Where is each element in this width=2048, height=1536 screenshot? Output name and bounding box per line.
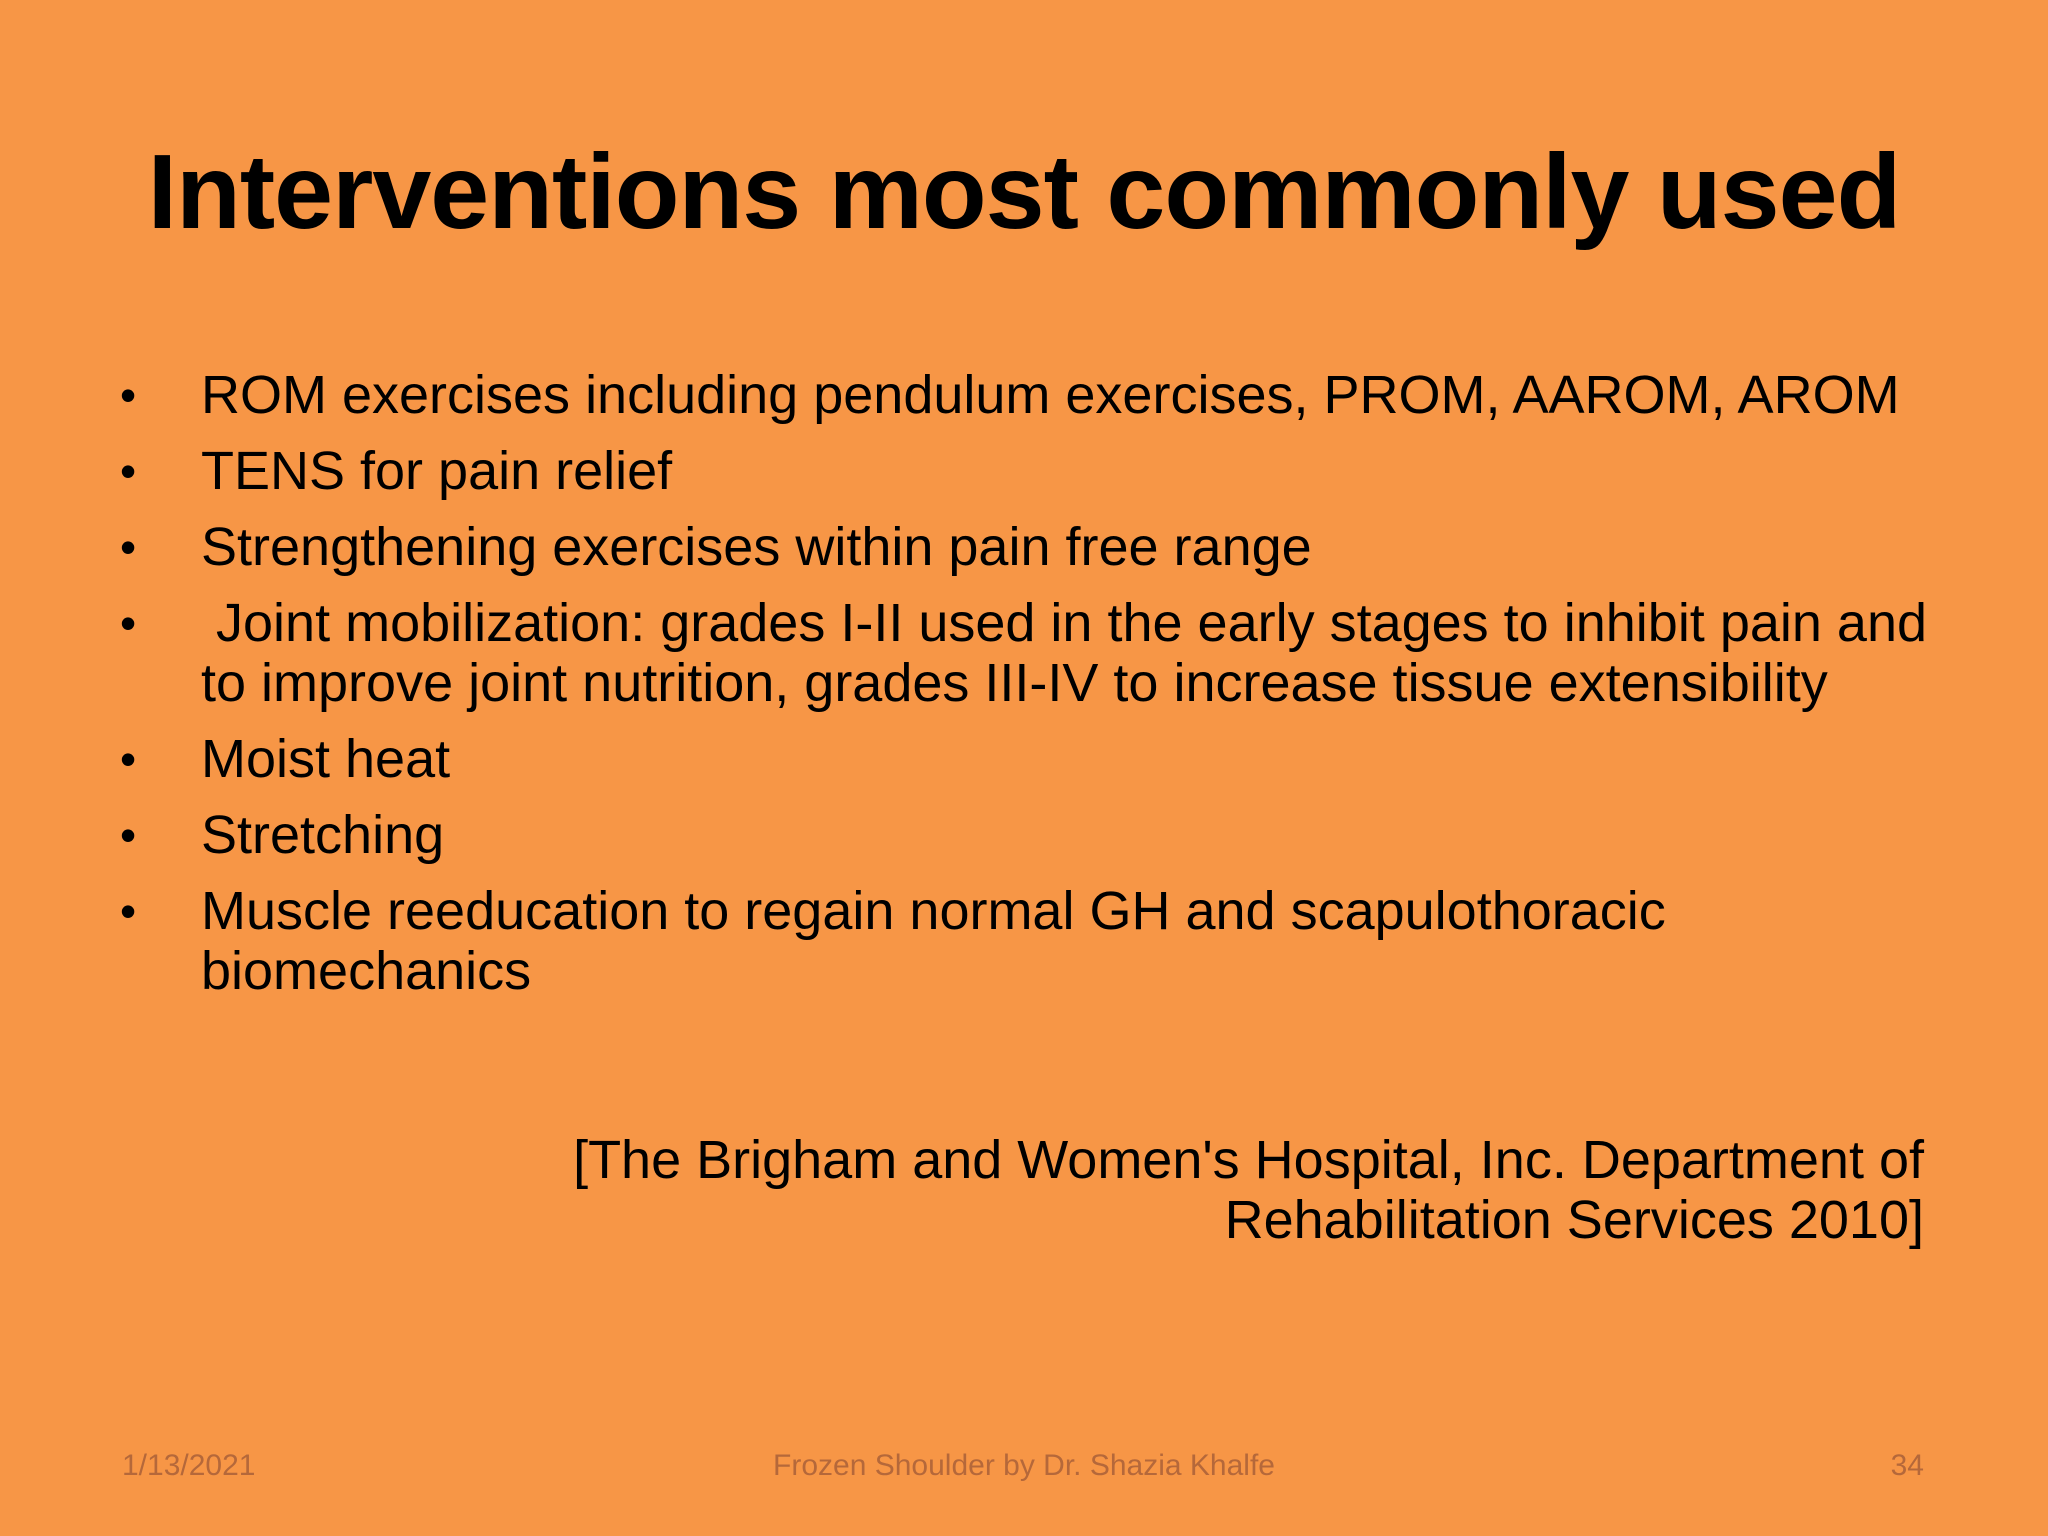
bullet-text: ROM exercises including pendulum exercises, PROM, AAROM, AROM [201,365,1900,425]
bullet-icon: • [120,369,137,421]
list-item [120,365,1940,425]
bullet-text: Moist heat [201,729,451,789]
page-number: 34 [1890,1449,1924,1482]
bullet-text: Joint mobilization: grades I-II used in the early stages to inhibit pain and to improve joint nutrition, grades III-IV to increase tissue extensibility [201,593,1943,713]
bullet-icon: • [120,733,137,785]
bullet-icon: • [120,445,137,497]
slide-title: Interventions most commonly used [147,133,1901,251]
bullet-icon: • [120,597,137,649]
footer-title: Frozen Shoulder by Dr. Shazia Khalfe [773,1449,1275,1482]
bullet-icon: • [120,809,137,861]
list-item [120,593,1943,713]
bullet-text: Stretching [201,805,445,865]
list-item [120,441,1940,501]
citation: [The Brigham and Women's Hospital, Inc. Department of Rehabilitation Services 2010] [573,1130,1924,1250]
bullet-list [120,365,1943,1017]
list-item [120,729,1940,789]
list-item [120,805,1940,865]
list-item [120,517,1940,577]
bullet-icon: • [120,521,137,573]
footer-date: 1/13/2021 [122,1449,256,1482]
bullet-text: Strengthening exercises within pain free range [201,517,1312,577]
list-item [120,881,1940,1001]
bullet-icon: • [120,885,137,937]
bullet-text: Muscle reeducation to regain normal GH and scapulothoracic biomechanics [201,881,1666,1001]
bullet-text: TENS for pain relief [201,441,673,501]
